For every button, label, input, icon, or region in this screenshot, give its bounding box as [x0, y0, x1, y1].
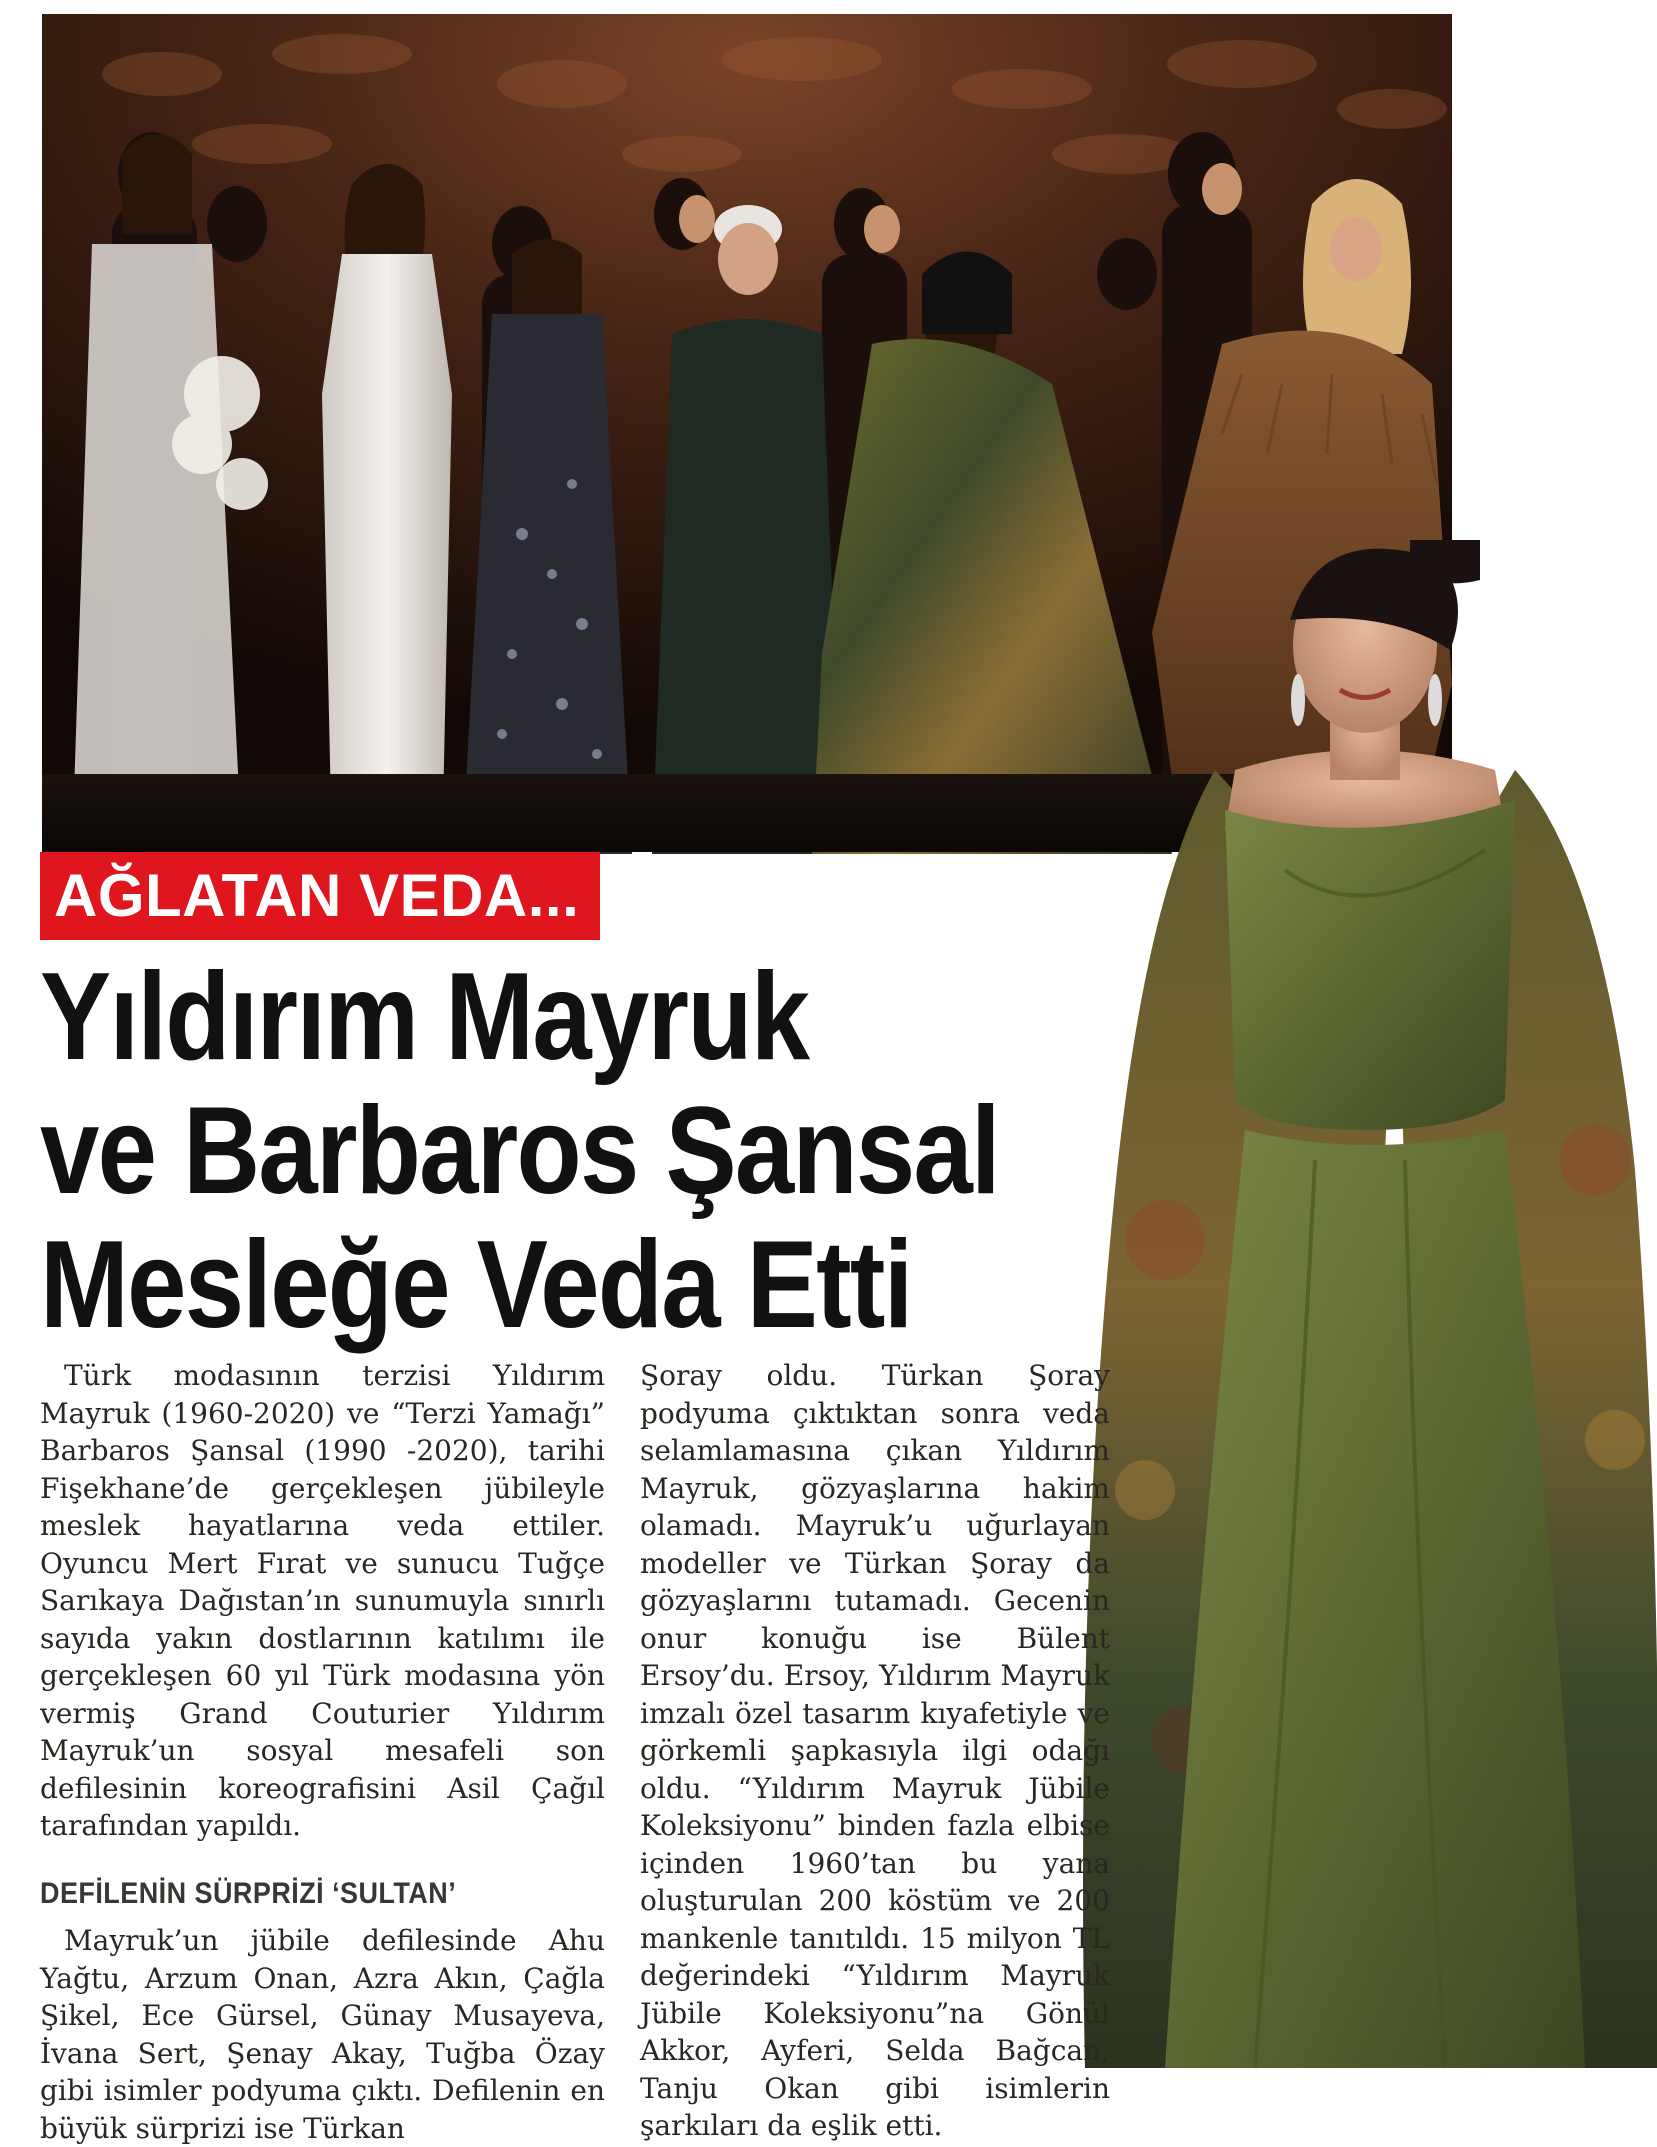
kicker-label: AĞLATAN VEDA...	[40, 852, 600, 940]
cutout-photo-illustration	[1085, 540, 1657, 2068]
article-subhead: DEFİLENİN SÜRPRİZİ ‘SULTAN’	[40, 1876, 457, 1910]
article-column-right	[640, 1357, 1110, 2145]
article-column-left	[40, 1357, 605, 2147]
article-paragraph-3: Şoray oldu. Türkan Şoray podyuma çıktıktan sonra veda selamlamasına çıkan Yıldırım Mayruk, gözyaşlarına hakim olamadı. Mayruk’u uğurlayan modeller ve Türkan Şoray da gözyaşlarını tutamadı. Gecenin onur konuğu ise Bülent Ersoy’du. Ersoy, Yıldırım Mayruk imzalı özel tasarım kıyafetiyle ve görkemli şapkasıyla ilgi odağı oldu. “Yıldırım Mayruk Jübile Koleksiyonu” binden fazla elbise içinden 1960’tan bu yana oluşturulan 200 köstüm ve 200 mankenle tanıtıldı. 15 milyon TL değerindeki “Yıldırım Mayruk Jübile Koleksiyonu”na Gönül Akkor, Ayferi, Selda Bağcan, Tanju Okan gibi isimlerin şarkıları da eşlik etti.	[640, 1359, 1110, 2142]
headline-line-1: Yıldırım Mayruk	[40, 948, 809, 1086]
article-paragraph-1: Türk modasının terzisi Yıldırım Mayruk (1960-2020) ve “Terzi Yamağı” Barbaros Şansal (1990 -2020), tarihi Fişekhane’de gerçekleşen jübileyle meslek hayatlarına veda ettiler. Oyuncu Mert Fırat ve sunucu Tuğçe Sarıkaya Dağıstan’ın sunumuyla sınırlı sayıda yakın dostlarının katılımı ile gerçekleşen 60 yıl Türk modasına yön vermiş Grand Couturier Yıldırım Mayruk’un sosyal mesafeli son defilesinin koreografisini Asil Çağıl tarafından yapıldı.	[40, 1359, 605, 1842]
cutout-photo-turkan-soray	[1085, 540, 1657, 2068]
article-paragraph-2: Mayruk’un jübile defilesinde Ahu Yağtu, Arzum Onan, Azra Akın, Çağla Şikel, Ece Gürsel, Günay Musayeva, İvana Sert, Şenay Akay, Tuğba Özay gibi isimler podyuma çıktı. Defilenin en büyük sürprizi ise Türkan	[40, 1924, 605, 2145]
headline	[40, 950, 1140, 1352]
headline-line-3: Mesleğe Veda Etti	[40, 1216, 912, 1354]
headline-line-2: ve Barbaros Şansal	[40, 1082, 999, 1220]
